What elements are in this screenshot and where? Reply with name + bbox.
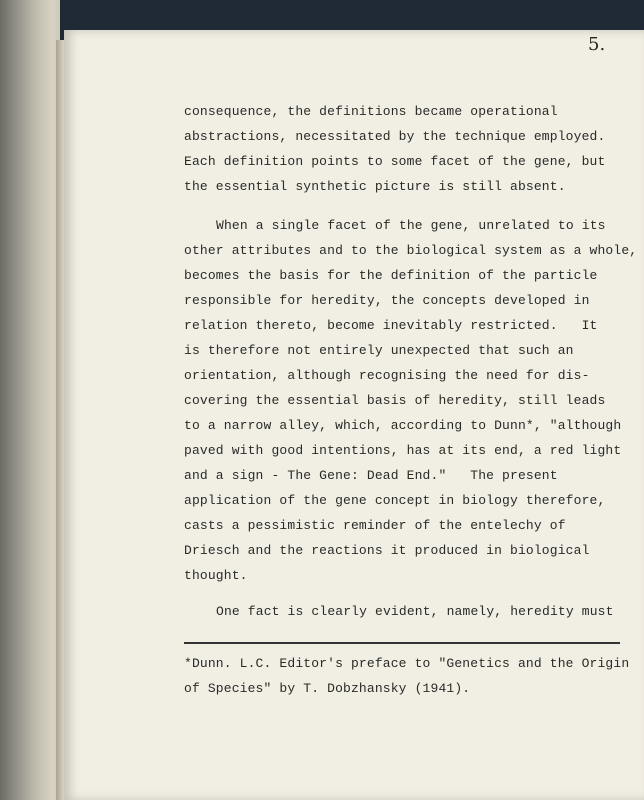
footnote-line: *Dunn. L.C. Editor's preface to "Genetics and the Origin (184, 656, 630, 671)
page-number: 5. (588, 34, 606, 55)
text-line: consequence, the definitions became operational (184, 104, 558, 119)
text-line: When a single facet of the gene, unrelated to its (216, 218, 606, 233)
text-line: casts a pessimistic reminder of the entelechy of (184, 518, 566, 533)
text-line: relation thereto, become inevitably restricted. It (184, 318, 598, 333)
text-line: orientation, although recognising the need for dis- (184, 368, 590, 383)
text-line: One fact is clearly evident, namely, heredity must (216, 604, 614, 619)
text-line: other attributes and to the biological system as a whole, (184, 243, 638, 258)
text-line: to a narrow alley, which, according to Dunn*, "although (184, 418, 622, 433)
text-line: paved with good intentions, has at its end, a red light (184, 443, 622, 458)
text-line: responsible for heredity, the concepts developed in (184, 293, 590, 308)
text-line: Each definition points to some facet of the gene, but (184, 154, 606, 169)
text-line: Driesch and the reactions it produced in biological (184, 543, 590, 558)
text-line: and a sign - The Gene: Dead End." The present (184, 468, 558, 483)
text-line: thought. (184, 568, 248, 583)
text-line: application of the gene concept in biology therefore, (184, 493, 606, 508)
text-line: covering the essential basis of heredity, still leads (184, 393, 606, 408)
text-line: the essential synthetic picture is still absent. (184, 179, 566, 194)
footnote-line: of Species" by T. Dobzhansky (1941). (184, 681, 471, 696)
text-line: becomes the basis for the definition of the particle (184, 268, 598, 283)
text-line: is therefore not entirely unexpected that such an (184, 343, 574, 358)
book-binding (0, 0, 60, 800)
footnote-rule (184, 642, 620, 644)
text-line: abstractions, necessitated by the technique employed. (184, 129, 606, 144)
